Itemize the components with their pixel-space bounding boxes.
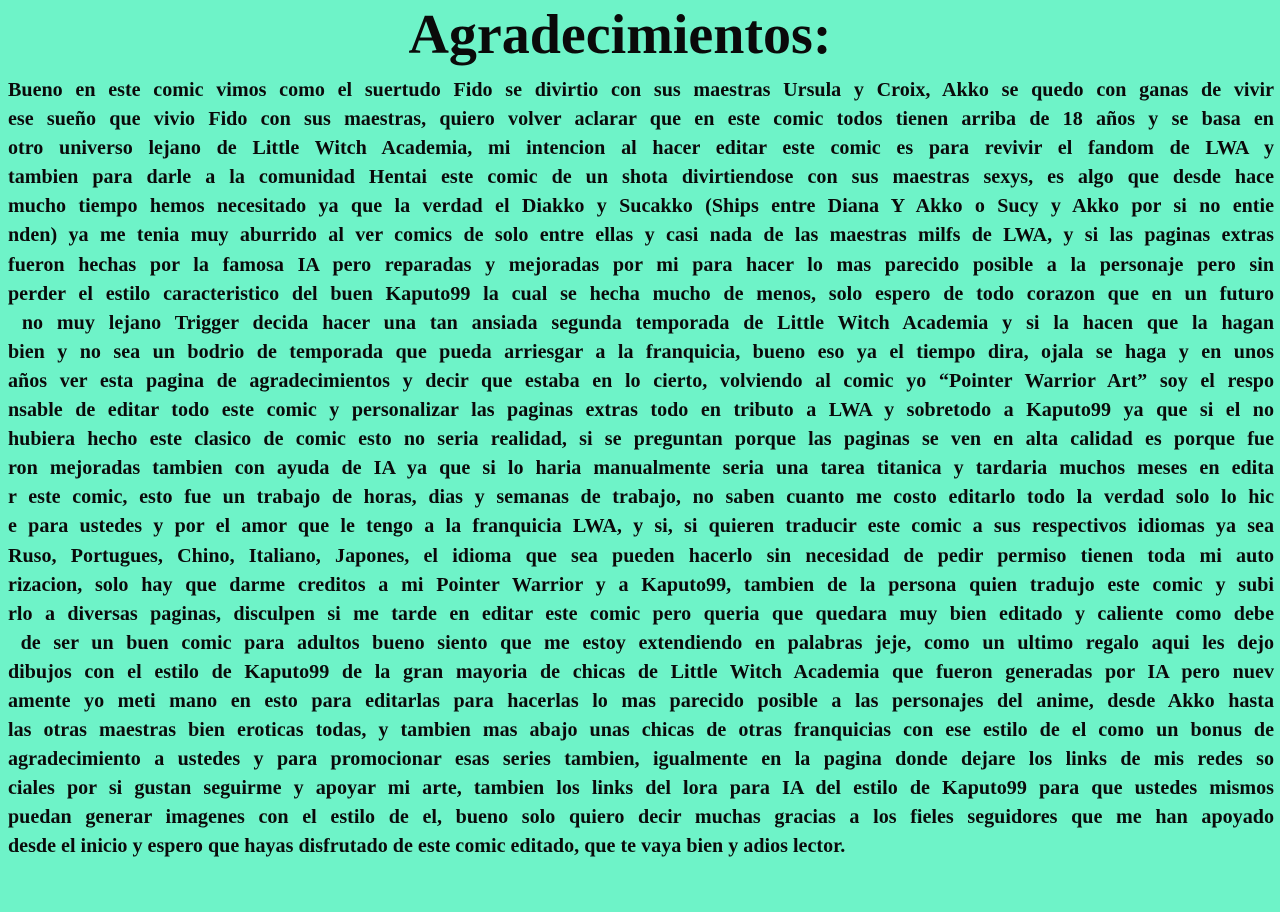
text-line: e para ustedes y por el amor que le tengo a la franquicia LWA, y si, si quieren traducir este comic a sus respectivos idiomas ya sea xyxy=(8,515,1274,538)
acknowledgements-text xyxy=(8,76,1274,862)
text-line: nden) ya me tenia muy aburrido al ver comics de solo entre ellas y casi nada de las maestras milfs de LWA, y si las paginas extras xyxy=(8,224,1274,247)
text-line: ese sueño que vivio Fido con sus maestras, quiero volver aclarar que en este comic todos tienen arriba de 18 años y se basa en xyxy=(8,108,1274,131)
text-line: bien y no sea un bodrio de temporada que pueda arriesgar a la franquicia, bueno eso ya el tiempo dira, ojala se haga y en unos xyxy=(8,340,1274,363)
text-line: rlo a diversas paginas, disculpen si me tarde en editar este comic pero queria que quedara muy bien editado y caliente como debe xyxy=(8,602,1274,625)
text-line: otro universo lejano de Little Witch Academia, mi intencion al hacer editar este comic es para revivir el fandom de LWA y xyxy=(8,137,1274,160)
text-line: amente yo meti mano en esto para editarlas para hacerlas lo mas parecido posible a las personajes del anime, desde Akko hasta xyxy=(8,689,1274,712)
text-line: puedan generar imagenes con el estilo de el, bueno solo quiero decir muchas gracias a los fieles seguidores que me han apoyado xyxy=(8,806,1274,829)
text-line: desde el inicio y espero que hayas disfrutado de este comic editado, que te vaya bien y adios lector. xyxy=(8,835,846,858)
text-line: tambien para darle a la comunidad Hentai este comic de un shota divirtiendose con sus maestras sexys, es algo que desde hace xyxy=(8,166,1274,189)
text-line: mucho tiempo hemos necesitado ya que la verdad el Diakko y Sucakko (Ships entre Diana Y Akko o Sucy y Akko por si no entie xyxy=(8,195,1274,218)
text-line: r este comic, esto fue un trabajo de horas, dias y semanas de trabajo, no saben cuanto me costo editarlo todo la verdad solo lo hic xyxy=(8,486,1274,509)
text-line: dibujos con el estilo de Kaputo99 de la gran mayoria de chicas de Little Witch Academia que fueron generadas por IA pero nuev xyxy=(8,660,1274,683)
text-line: ciales por si gustan seguirme y apoyar mi arte, tambien los links del lora para IA del estilo de Kaputo99 para que ustedes mismos xyxy=(8,777,1274,800)
text-line: agradecimiento a ustedes y para promocionar esas series tambien, igualmente en la pagina donde dejare los links de mis redes so xyxy=(8,748,1274,771)
text-line: perder el estilo caracteristico del buen Kaputo99 la cual se hecha mucho de menos, solo espero de todo corazon que en un futuro xyxy=(8,282,1274,305)
text-line: nsable de editar todo este comic y personalizar las paginas extras todo en tributo a LWA y sobretodo a Kaputo99 ya que si el no xyxy=(8,399,1274,422)
text-line: años ver esta pagina de agradecimientos y decir que estaba en lo cierto, volviendo al comic yo “Pointer Warrior Art” soy el respo xyxy=(8,369,1274,392)
text-line: de ser un buen comic para adultos bueno siento que me estoy extendiendo en palabras jeje, como un ultimo regalo aqui les dejo xyxy=(8,631,1274,654)
page-title: Agradecimientos: xyxy=(408,4,832,66)
text-line: las otras maestras bien eroticas todas, y tambien mas abajo unas chicas de otras franquicias con ese estilo de el como un bonus de xyxy=(8,719,1274,742)
text-line: Bueno en este comic vimos como el suertudo Fido se divirtio con sus maestras Ursula y Croix, Akko se quedo con ganas de vivir xyxy=(8,79,1274,101)
text-line: hubiera hecho este clasico de comic esto no seria realidad, si se preguntan porque las paginas se ven en alta calidad es porque fue xyxy=(8,428,1274,451)
text-line: rizacion, solo hay que darme creditos a mi Pointer Warrior y a Kaputo99, tambien de la persona quien tradujo este comic y subi xyxy=(8,573,1274,596)
text-line: ron mejoradas tambien con ayuda de IA ya que si lo haria manualmente seria una tarea titanica y tardaria muchos meses en edita xyxy=(8,457,1274,480)
text-line: fueron hechas por la famosa IA pero reparadas y mejoradas por mi para hacer lo mas parecido posible a la personaje pero sin xyxy=(8,253,1274,276)
text-line: no muy lejano Trigger decida hacer una tan ansiada segunda temporada de Little Witch Academia y si la hacen que la hagan xyxy=(8,311,1274,334)
text-line: Ruso, Portugues, Chino, Italiano, Japones, el idioma que sea pueden hacerlo sin necesidad de pedir permiso tienen toda mi auto xyxy=(8,544,1274,567)
